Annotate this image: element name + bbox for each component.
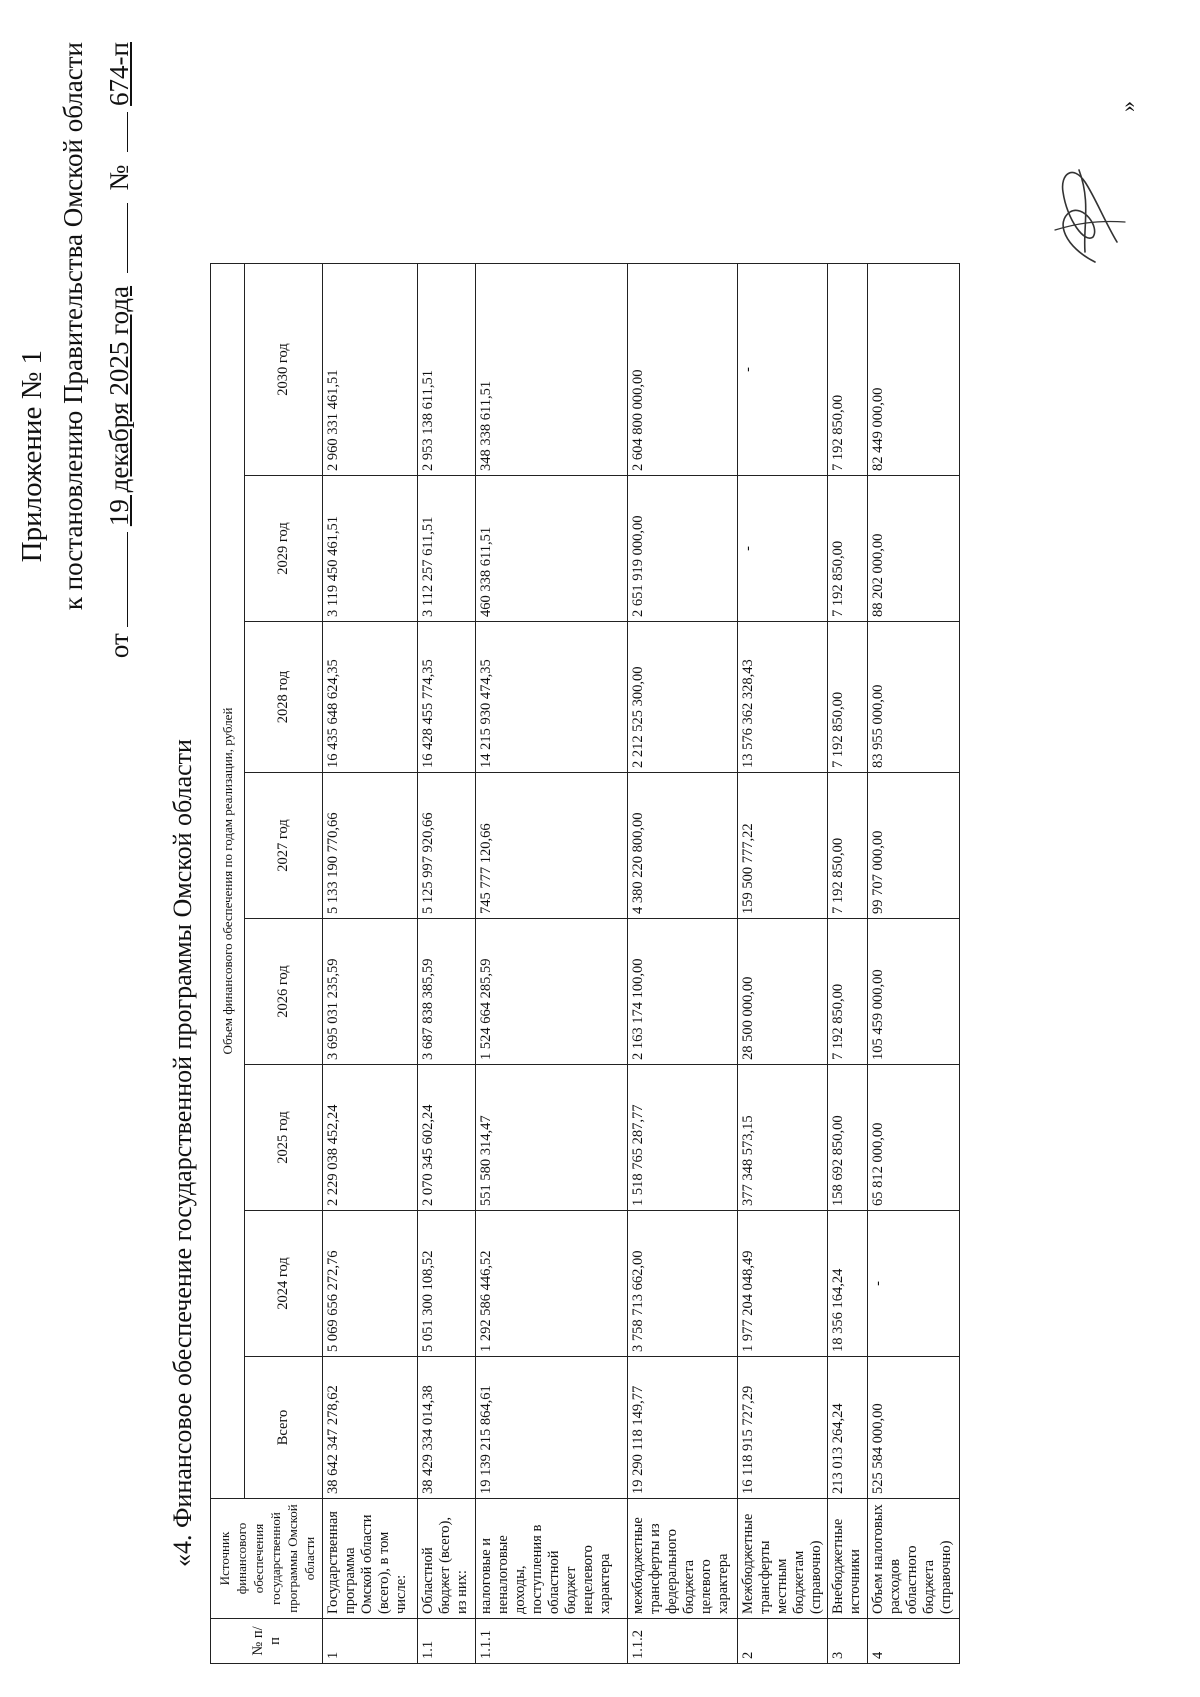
cell-2029: 7 192 850,00 bbox=[828, 476, 868, 622]
cell-2024: 1 292 586 446,52 bbox=[476, 1211, 628, 1357]
cell-2027: 745 777 120,66 bbox=[476, 773, 628, 919]
cell-2029: 460 338 611,51 bbox=[476, 476, 628, 622]
row-source: Государственная программа Омской области (всего), в том числе: bbox=[323, 1499, 418, 1619]
financing-table bbox=[210, 263, 960, 1664]
cell-2026: 2 163 174 100,00 bbox=[628, 919, 738, 1065]
row-source: Межбюджетные трансферты местным бюджетам (справочно) bbox=[738, 1499, 828, 1619]
cell-2025: 158 692 850,00 bbox=[828, 1065, 868, 1211]
header-col-2029: 2029 год bbox=[245, 476, 323, 622]
appendix-title: Приложение № 1 bbox=[16, 350, 48, 563]
cell-2029: 3 112 257 611,51 bbox=[418, 476, 476, 622]
header-num: № п/п bbox=[211, 1619, 323, 1664]
header-col-total: Всего bbox=[245, 1357, 323, 1499]
cell-2024: 1 977 204 048,49 bbox=[738, 1211, 828, 1357]
cell-2029: 3 119 450 461,51 bbox=[323, 476, 418, 622]
number-label: № bbox=[104, 164, 134, 191]
row-source: налоговые и неналоговые доходы, поступления в областной бюджет нецелевого характера bbox=[476, 1499, 628, 1619]
cell-2024: 18 356 164,24 bbox=[828, 1211, 868, 1357]
row-source: Внебюджетные источники bbox=[828, 1499, 868, 1619]
cell-2025: 2 070 345 602,24 bbox=[418, 1065, 476, 1211]
cell-2028: 14 215 930 474,35 bbox=[476, 622, 628, 773]
appendix-date: 19 декабря 2025 года bbox=[104, 285, 134, 527]
appendix-subtitle: к постановлению Правительства Омской области bbox=[58, 42, 88, 611]
cell-2026: 3 695 031 235,59 bbox=[323, 919, 418, 1065]
cell-2027: 99 707 000,00 bbox=[868, 773, 960, 919]
section-title: «4. Финансовое обеспечение государственной программы Омской области bbox=[168, 739, 197, 1567]
row-source: межбюджетные трансферты из федерального бюджета целевого характера bbox=[628, 1499, 738, 1619]
row-num: 4 bbox=[868, 1619, 960, 1664]
cell-total: 16 118 915 727,29 bbox=[738, 1357, 828, 1499]
row-num: 1 bbox=[323, 1619, 418, 1664]
cell-2025: 65 812 000,00 bbox=[868, 1065, 960, 1211]
cell-2025: 551 580 314,47 bbox=[476, 1065, 628, 1211]
closing-quote-mark: » bbox=[1115, 101, 1140, 112]
table-row bbox=[828, 264, 868, 1664]
cell-2030: 7 192 850,00 bbox=[828, 264, 868, 476]
handwritten-signature-icon bbox=[1025, 152, 1135, 282]
cell-2030: 82 449 000,00 bbox=[868, 264, 960, 476]
row-num: 1.1.1 bbox=[476, 1619, 628, 1664]
cell-2029: - bbox=[738, 476, 828, 622]
cell-2025: 377 348 573,15 bbox=[738, 1065, 828, 1211]
cell-total: 213 013 264,24 bbox=[828, 1357, 868, 1499]
cell-2029: 2 651 919 000,00 bbox=[628, 476, 738, 622]
row-num: 1.1 bbox=[418, 1619, 476, 1664]
header-col-2028: 2028 год bbox=[245, 622, 323, 773]
cell-total: 19 290 118 149,77 bbox=[628, 1357, 738, 1499]
header-col-2030: 2030 год bbox=[245, 264, 323, 476]
row-source: Объем налоговых расходов областного бюджета (справочно) bbox=[868, 1499, 960, 1619]
table-row bbox=[476, 264, 628, 1664]
cell-2026: 7 192 850,00 bbox=[828, 919, 868, 1065]
row-num: 2 bbox=[738, 1619, 828, 1664]
table-row bbox=[323, 264, 418, 1664]
cell-2028: 13 576 362 328,43 bbox=[738, 622, 828, 773]
header-col-2025: 2025 год bbox=[245, 1065, 323, 1211]
cell-2026: 105 459 000,00 bbox=[868, 919, 960, 1065]
header-col-2024: 2024 год bbox=[245, 1211, 323, 1357]
header-col-2027: 2027 год bbox=[245, 773, 323, 919]
cell-total: 19 139 215 864,61 bbox=[476, 1357, 628, 1499]
row-num: 3 bbox=[828, 1619, 868, 1664]
cell-total: 38 429 334 014,38 bbox=[418, 1357, 476, 1499]
cell-2026: 28 500 000,00 bbox=[738, 919, 828, 1065]
cell-2028: 16 428 455 774,35 bbox=[418, 622, 476, 773]
cell-2030: 348 338 611,51 bbox=[476, 264, 628, 476]
cell-2026: 3 687 838 385,59 bbox=[418, 919, 476, 1065]
row-source: Областной бюджет (всего), из них: bbox=[418, 1499, 476, 1619]
cell-2027: 159 500 777,22 bbox=[738, 773, 828, 919]
cell-2027: 5 125 997 920,66 bbox=[418, 773, 476, 919]
header-volume: Объем финансового обеспечения по годам реализации, рублей bbox=[211, 264, 245, 1499]
cell-2024: 3 758 713 662,00 bbox=[628, 1211, 738, 1357]
appendix-number: 674-п bbox=[104, 42, 134, 106]
from-label: от bbox=[104, 633, 134, 659]
appendix-date-line bbox=[104, 42, 135, 658]
cell-2027: 4 380 220 800,00 bbox=[628, 773, 738, 919]
cell-2025: 1 518 765 287,77 bbox=[628, 1065, 738, 1211]
cell-2030: 2 953 138 611,51 bbox=[418, 264, 476, 476]
cell-total: 38 642 347 278,62 bbox=[323, 1357, 418, 1499]
cell-2024: 5 051 300 108,52 bbox=[418, 1211, 476, 1357]
cell-2024: 5 069 656 272,76 bbox=[323, 1211, 418, 1357]
header-source: Источник финансового обеспечения государственной программы Омской области bbox=[211, 1499, 323, 1619]
cell-2027: 7 192 850,00 bbox=[828, 773, 868, 919]
cell-2029: 88 202 000,00 bbox=[868, 476, 960, 622]
cell-2025: 2 229 038 452,24 bbox=[323, 1065, 418, 1211]
table-row bbox=[868, 264, 960, 1664]
cell-2028: 7 192 850,00 bbox=[828, 622, 868, 773]
table-row bbox=[628, 264, 738, 1664]
cell-2030: 2 604 800 000,00 bbox=[628, 264, 738, 476]
cell-2024: - bbox=[868, 1211, 960, 1357]
cell-total: 525 584 000,00 bbox=[868, 1357, 960, 1499]
cell-2030: 2 960 331 461,51 bbox=[323, 264, 418, 476]
cell-2027: 5 133 190 770,66 bbox=[323, 773, 418, 919]
cell-2026: 1 524 664 285,59 bbox=[476, 919, 628, 1065]
cell-2028: 16 435 648 624,35 bbox=[323, 622, 418, 773]
cell-2028: 83 955 000,00 bbox=[868, 622, 960, 773]
header-col-2026: 2026 год bbox=[245, 919, 323, 1065]
table-row bbox=[418, 264, 476, 1664]
cell-2028: 2 212 525 300,00 bbox=[628, 622, 738, 773]
table-row bbox=[738, 264, 828, 1664]
cell-2030: - bbox=[738, 264, 828, 476]
row-num: 1.1.2 bbox=[628, 1619, 738, 1664]
